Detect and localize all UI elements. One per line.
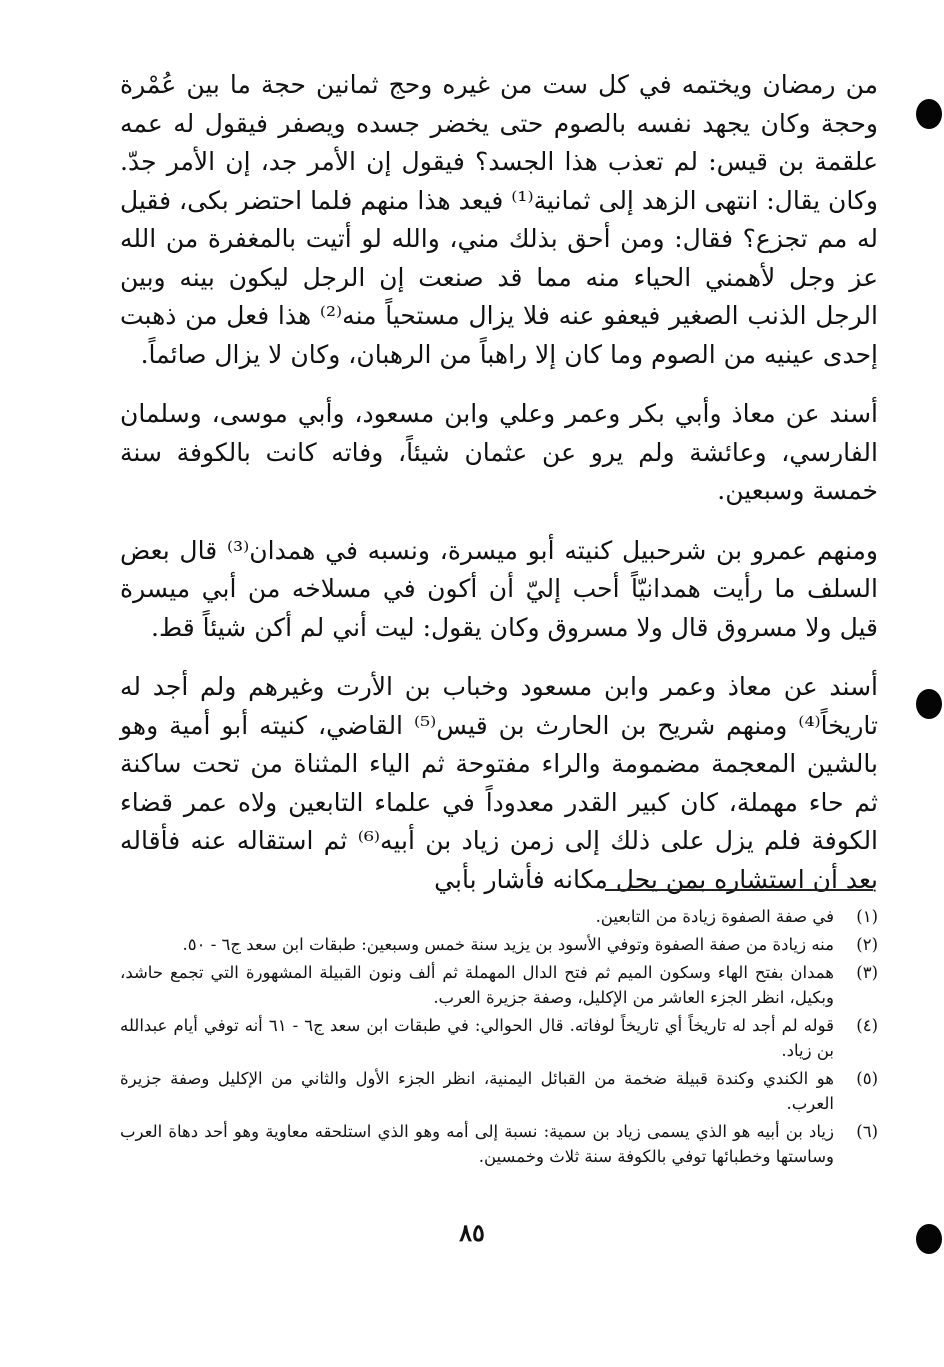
- footnote-number: (٣): [856, 963, 878, 982]
- footnote-divider: [605, 889, 873, 891]
- binder-hole-bottom: [916, 1224, 942, 1254]
- binder-hole-middle: [916, 689, 942, 719]
- footnote-number: (٦): [856, 1122, 878, 1141]
- footnote-3: [120, 960, 878, 1010]
- footnote-text: زياد بن أبيه هو الذي يسمى زياد بن سمية: نسبة إلى أمه وهو الذي استلحقه معاوية وهو أحد دهاة العرب وساستها وخطبائها توفي بالكوفة سنة ثلاث وخمسين.: [120, 1122, 834, 1166]
- footnote-number: (٢): [856, 935, 878, 954]
- footnotes: [120, 904, 878, 1172]
- page-number: ٨٥: [459, 1218, 485, 1247]
- footnote-2: [120, 932, 878, 957]
- footnote-number: (١): [856, 907, 878, 926]
- footnote-number: (٤): [856, 1016, 878, 1035]
- footnote-5: [120, 1066, 878, 1116]
- footnote-number: (٥): [856, 1069, 878, 1088]
- footnote-text: في صفة الصفوة زيادة من التابعين.: [595, 907, 834, 926]
- footnote-6: [120, 1119, 878, 1169]
- paragraph-3: ومنهم عمرو بن شرحبيل كنيته أبو ميسرة، ونسبه في همدان⁽³⁾ قال بعض السلف ما رأيت همدانيّاً أحب إليّ أن أكون في مسلاخه من أبي ميسرة قيل ولا مسروق قال ولا مسروق وكان يقول: ليت أني لم أكن شيئاً قط.: [120, 535, 879, 642]
- paragraph-4: أسند عن معاذ وعمر وابن مسعود وخباب بن الأرت وغيرهم ولم أجد له تاريخاً⁽⁴⁾ ومنهم شريح بن الحارث بن قيس⁽⁵⁾ القاضي، كنيته أبو أمية وهو بالشين المعجمة مضمومة والراء مفتوحة ثم الياء المثناة من تحت ساكنة ثم حاء مهملة، كان كبير القدر معدوداً في علماء التابعين ولاه عمر قضاء الكوفة فلم يزل على ذلك إلى زمن زياد بن أبيه⁽⁶⁾ ثم استقاله عنه فأقاله بعد أن استشاره بمن يحل مكانه فأشار بأبي: [120, 672, 879, 894]
- footnote-text: همدان بفتح الهاء وسكون الميم ثم فتح الدال المهملة ثم ألف ونون القبيلة المشهورة التي تجمع حاشد، وبكيل، انظر الجزء العاشر من الإكليل، وصفة جزيرة العرب.: [120, 963, 834, 1007]
- footnote-text: منه زيادة من صفة الصفوة وتوفي الأسود بن يزيد سنة خمس وسبعين: طبقات ابن سعد ج٦ - ٥٠.: [182, 935, 834, 954]
- paragraph-2: أسند عن معاذ وأبي بكر وعمر وعلي وابن مسعود، وأبي موسى، وسلمان الفارسي، وعائشة ولم يرو عن عثمان شيئاً، وفاته كانت بالكوفة سنة خمسة وسبعين.: [120, 399, 878, 505]
- main-text: [120, 66, 878, 899]
- footnote-text: هو الكندي وكندة قبيلة ضخمة من القبائل اليمنية، انظر الجزء الأول والثاني من الإكليل وصفة جزيرة العرب.: [120, 1069, 834, 1113]
- footnote-text: قوله لم أجد له تاريخاً أي تاريخاً لوفاته. قال الحوالي: في طبقات ابن سعد ج٦ - ٦١ أنه توفي أيام عبدالله بن زياد.: [120, 1016, 834, 1060]
- footnote-1: [120, 904, 878, 929]
- binder-hole-top: [916, 99, 942, 129]
- paragraph-1: من رمضان ويختمه في كل ست من غيره وحج ثمانين حجة ما بين عُمْرة وحجة وكان يجهد نفسه بالصوم حتى يخضر جسده ويصفر فيقول له عمه علقمة بن قيس: لم تعذب هذا الجسد؟ فيقول إن الأمر جد، إن الأمر جدّ. وكان يقال: انتهى الزهد إلى ثمانية⁽¹⁾ فيعد هذا منهم فلما احتضر بكى، فقيل له مم تجزع؟ فقال: ومن أحق بذلك مني، والله لو أتيت بالمغفرة من الله عز وجل لأهمني الحياء منه مما قد صنعت إن الرجل ليكون بينه وبين الرجل الذنب الصغير فيعفو عنه فلا يزال مستحياً منه⁽²⁾ هذا فعل من ذهبت إحدى عينيه من الصوم وما كان إلا راهباً من الرهبان، وكان لا يزال صائماً.: [120, 70, 878, 369]
- footnote-4: [120, 1013, 878, 1063]
